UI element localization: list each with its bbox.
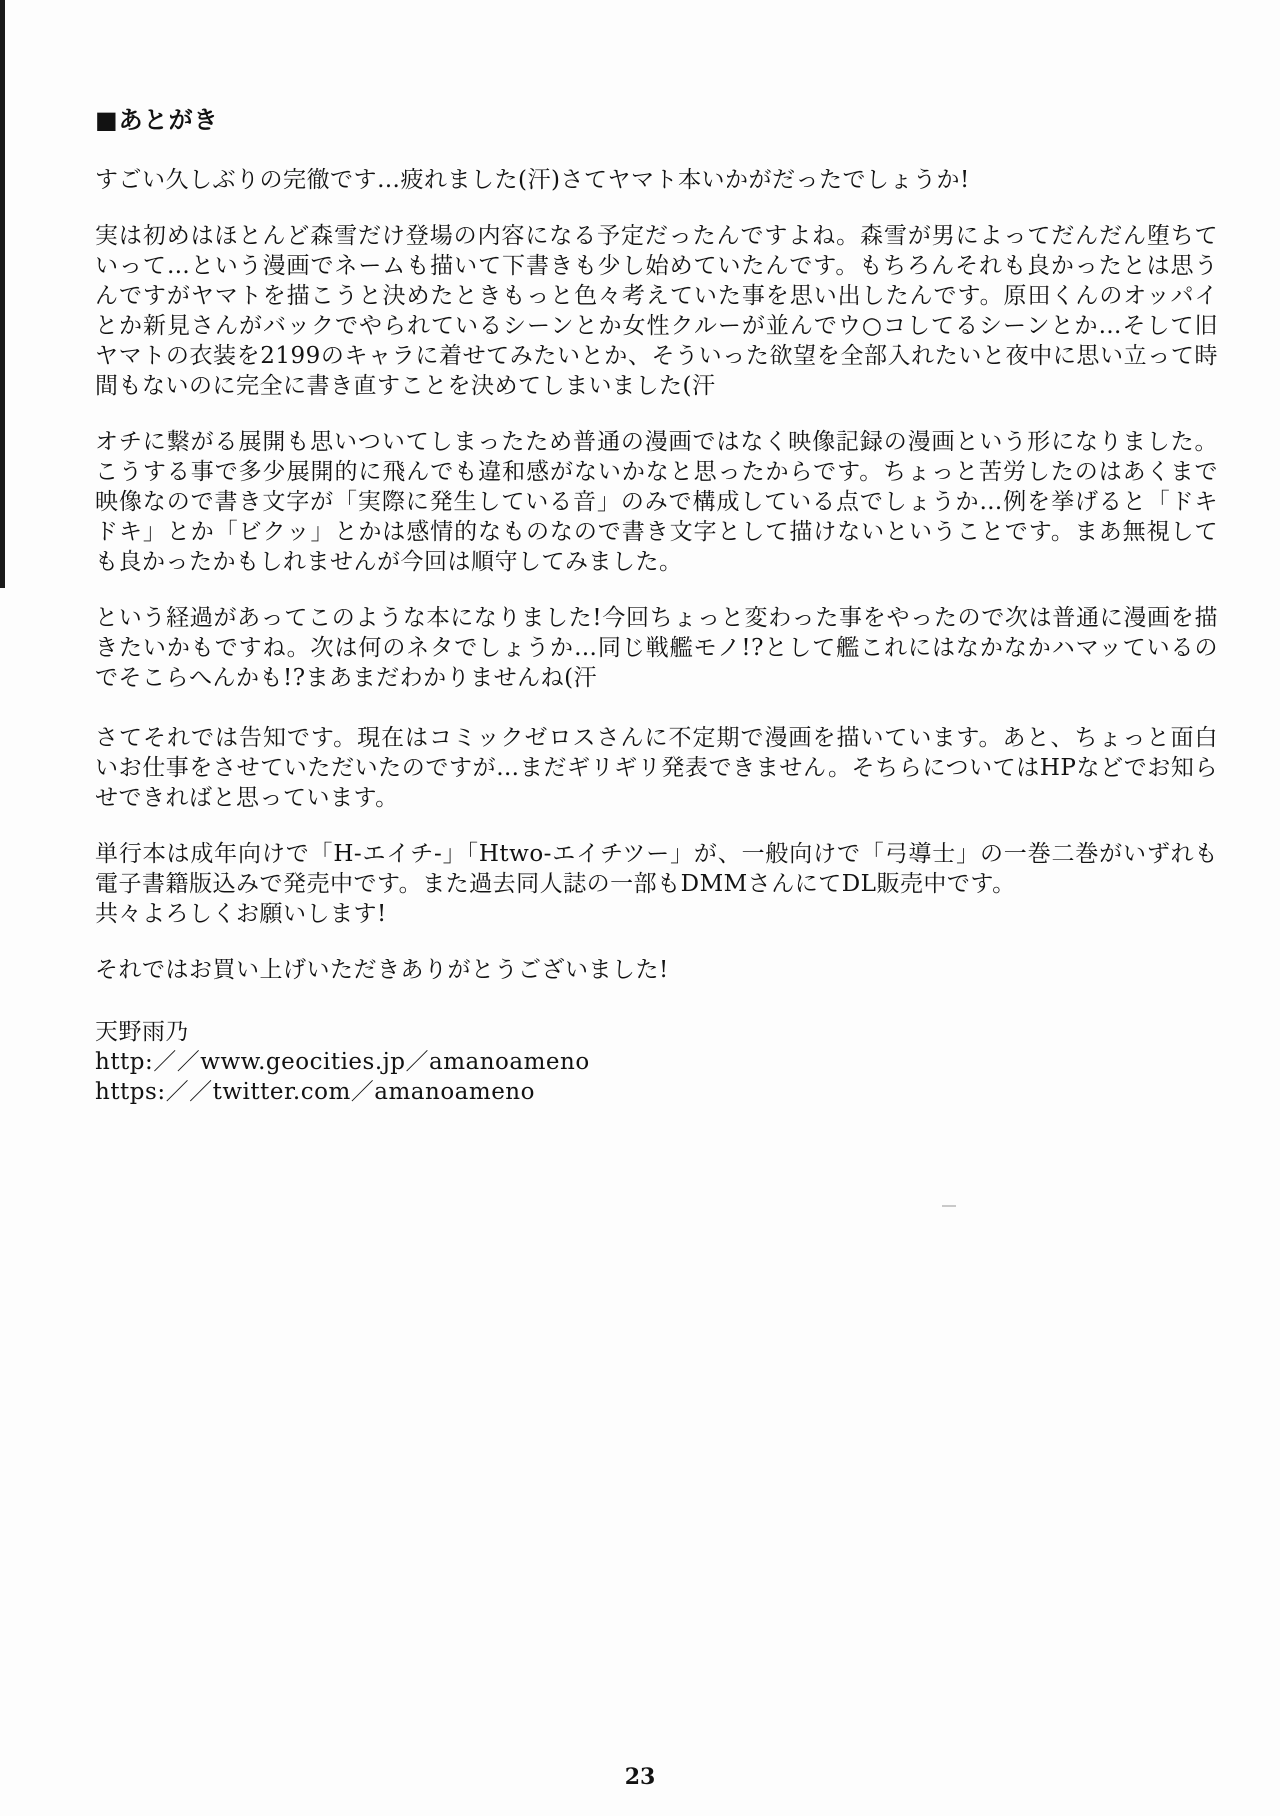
paragraph-announcement: さてそれでは告知です。現在はコミックゼロスさんに不定期で漫画を描いています。あと、ちょっと面白いお仕事をさせていただいたのですが…まだギリギリ発表できません。そちらについてはHPなどでお知らせできればと思っています。 <box>95 725 1219 811</box>
homepage-url: http:／／www.geocities.jp／amanoameno <box>95 1049 590 1075</box>
scan-artifact-speck <box>942 1205 956 1207</box>
afterword-content <box>95 100 1218 1107</box>
paragraph-request: 共々よろしくお願いします! <box>95 901 387 927</box>
paragraph-video-record-style: オチに繋がる展開も思いついてしまったため普通の漫画ではなく映像記録の漫画という形になりました。こうする事で多少展開的に飛んでも違和感がないかなと思ったからです。ちょっと苦労したのはあくまで映像なので書き文字が「実際に発生している音」のみで構成している点でしょうか…例を挙げると「ドキドキ」とか「ビクッ」とかは感情的なものなので書き文字として描けないということです。まあ無視しても良かったかもしれませんが今回は順守してみました。 <box>95 429 1218 575</box>
paragraph-intro: すごい久しぶりの完徹です…疲れました(汗)さてヤマト本いかがだったでしょうか! <box>95 167 970 193</box>
author-name: 天野雨乃 <box>95 1019 189 1045</box>
paragraph-books-on-sale: 単行本は成年向けで「H-エイチ-」「Htwo-エイチツー」が、一般向けで「弓導士」の一巻二巻がいずれも電子書籍版込みで発売中です。また過去同人誌の一部もDMMさんにてDL販売中です。 <box>95 841 1218 897</box>
afterword-heading: ■あとがき <box>95 105 219 134</box>
twitter-url: https:／／twitter.com／amanoameno <box>95 1079 535 1105</box>
signature-block <box>95 1017 1218 1107</box>
paragraph-next-work: という経過があってこのような本になりました!今回ちょっと変わった事をやったので次は普通に漫画を描きたいかもですね。次は何のネタでしょうか…同じ戦艦モノ!?として艦これにはなかなかハマッているのでそこらへんかも!?まあまだわかりませんね(汗 <box>95 605 1218 691</box>
scan-artifact-line <box>0 0 5 588</box>
paragraph-original-plan: 実は初めはほとんど森雪だけ登場の内容になる予定だったんですよね。森雪が男によってだんだん堕ちていって…という漫画でネームも描いて下書きも少し始めていたんです。もちろんそれも良かったとは思うんですがヤマトを描こうと決めたときもっと色々考えていた事を思い出したんです。原田くんのオッパイとか新見さんがバックでやられているシーンとか女性クルーが並んでウ○コしてるシーンとか…そして旧ヤマトの衣装を2199のキャラに着せてみたいとか、そういった欲望を全部入れたいと夜中に思い立って時間もないのに完全に書き直すことを決めてしまいました(汗 <box>95 223 1218 399</box>
paragraph-thanks: それではお買い上げいただきありがとうございました! <box>95 957 669 983</box>
page-number: 23 <box>624 1764 656 1790</box>
